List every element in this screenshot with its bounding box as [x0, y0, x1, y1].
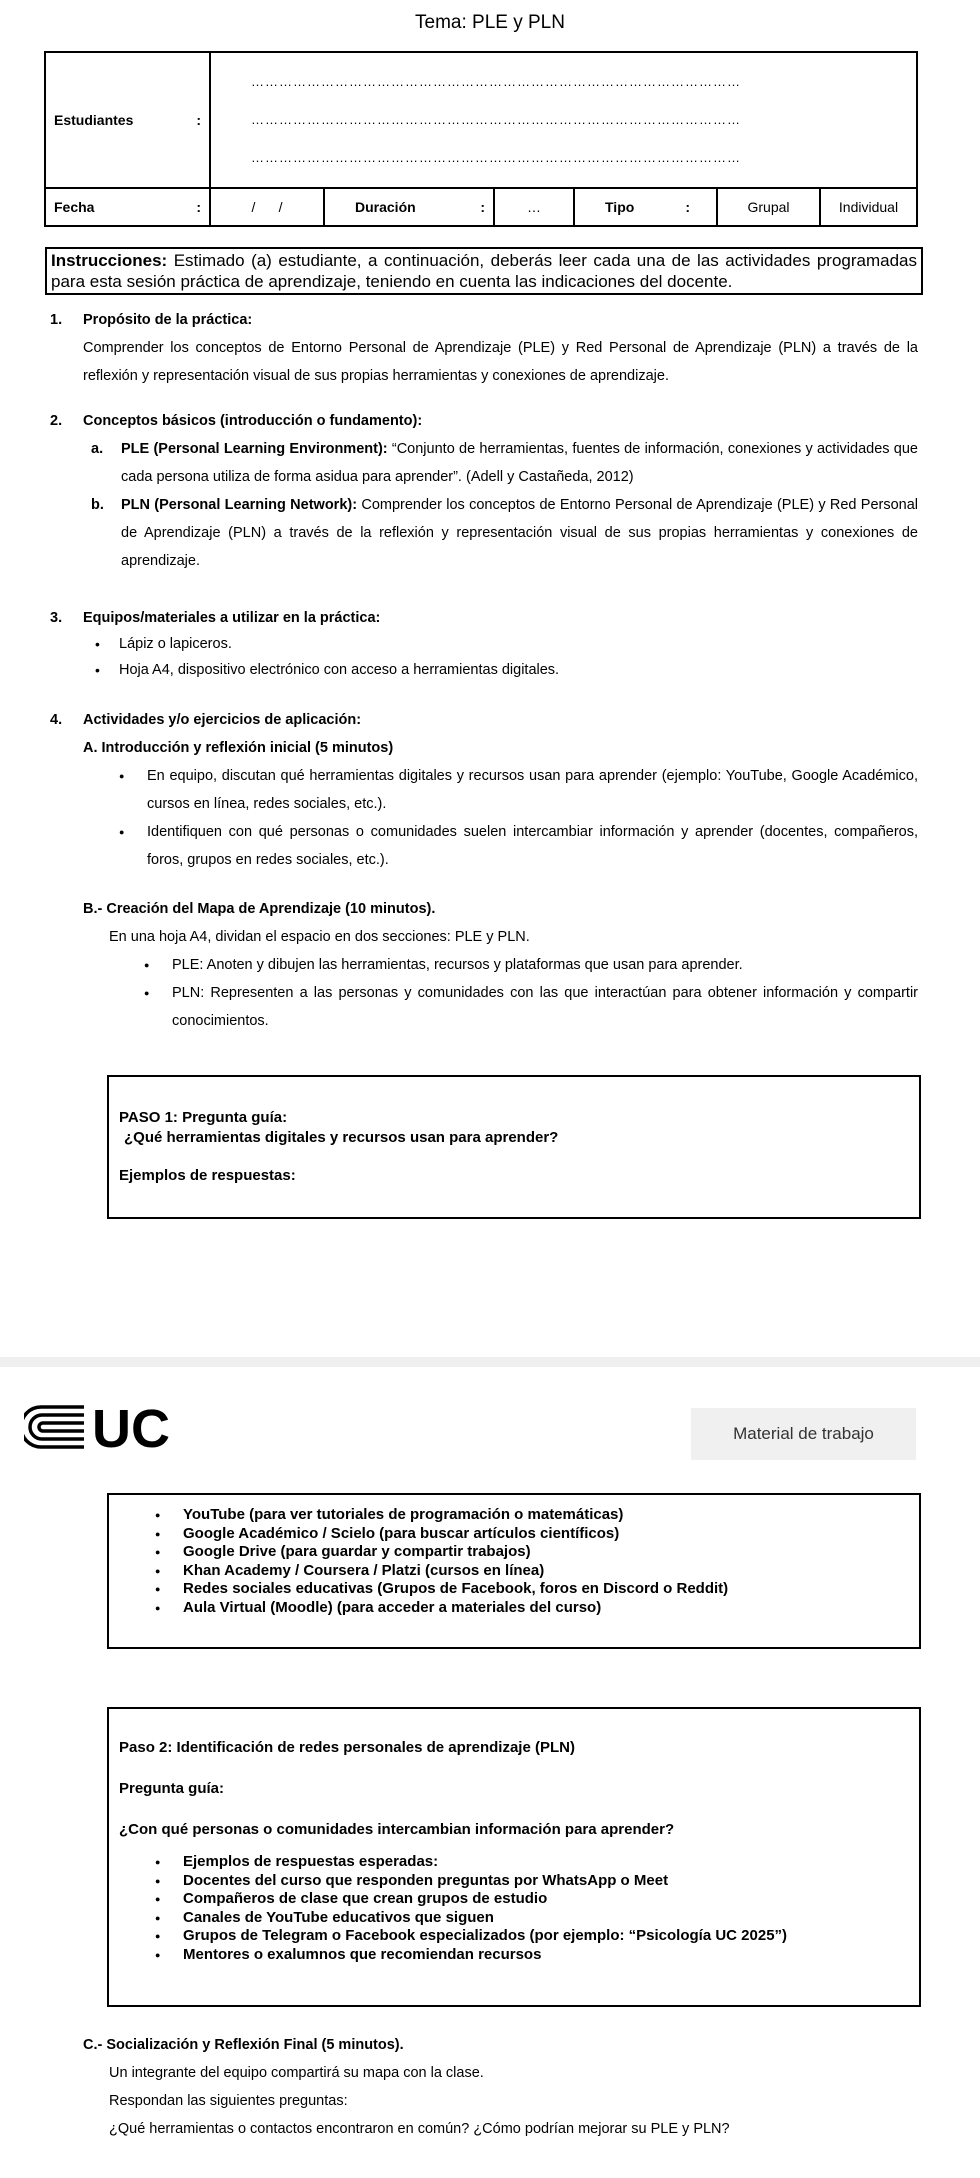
- step-2-guide-label: Pregunta guía:: [119, 1780, 225, 1797]
- student-line-1[interactable]: ● ……………………………………………………………………………………………: [251, 63, 916, 101]
- activity-b-item: ● PLN: Representen a las personas y comunidades con las que interactúan para obtener información y compartir conocimientos.: [142, 979, 918, 1035]
- section-4-title: Actividades y/o ejercicios de aplicación:: [83, 712, 362, 728]
- step-2-box: [107, 1707, 921, 2007]
- concept-item-a: [83, 435, 918, 491]
- section-activities: [50, 706, 918, 1035]
- section-1-number: 1.: [50, 312, 63, 328]
- pln-example-item: ● Docentes del curso que responden preguntas por WhatsApp o Meet: [153, 1872, 919, 1891]
- concept-b-letter: b.: [91, 497, 104, 513]
- step-1-examples-label: Ejemplos de respuestas:: [119, 1167, 296, 1184]
- logo-text: UC: [92, 1402, 170, 1452]
- step-2-question: ¿Con qué personas o comunidades intercambian información para aprender?: [119, 1821, 675, 1838]
- type-colon: :: [685, 199, 690, 215]
- students-label-cell: [45, 52, 210, 188]
- activity-a-item: ● En equipo, discutan qué herramientas digitales y recursos usan para aprender (ejemplo: YouTube, Google Académico, cursos en línea, redes sociales, etc.).: [117, 762, 918, 818]
- pln-example-item: ● Grupos de Telegram o Facebook especializados (por ejemplo: “Psicología UC 2025”): [153, 1927, 919, 1946]
- uc-logo: [24, 1402, 176, 1457]
- page-title: Tema: PLE y PLN: [415, 12, 565, 33]
- instructions-box: [45, 247, 923, 295]
- activity-b-intro: En una hoja A4, dividan el espacio en dos secciones: PLE y PLN.: [109, 929, 530, 945]
- section-purpose: [50, 306, 918, 390]
- section-4-number: 4.: [50, 712, 63, 728]
- tool-example-item: ● YouTube (para ver tutoriales de programación o matemáticas): [153, 1506, 919, 1525]
- students-colon: :: [196, 112, 201, 128]
- concept-a-term: PLE (Personal Learning Environment):: [121, 441, 388, 457]
- step-1-box: [107, 1075, 921, 1219]
- duration-label: Duración: [355, 199, 416, 215]
- date-label-cell: [45, 188, 210, 226]
- tool-example-item: ● Google Drive (para guardar y compartir trabajos): [153, 1543, 919, 1562]
- section-1-title: Propósito de la práctica:: [83, 312, 253, 328]
- section-concepts: [50, 407, 918, 575]
- concept-item-b: [83, 491, 918, 575]
- activity-c-title: C.- Socialización y Reflexión Final (5 minutos).: [83, 2037, 404, 2053]
- student-info-table: [44, 51, 918, 227]
- tool-example-item: ● Aula Virtual (Moodle) (para acceder a materiales del curso): [153, 1599, 919, 1618]
- tool-example-item: ● Khan Academy / Coursera / Platzi (cursos en línea): [153, 1562, 919, 1581]
- section-3-title: Equipos/materiales a utilizar en la práctica:: [83, 610, 381, 626]
- step-1-question: ¿Qué herramientas digitales y recursos usan para aprender?: [124, 1129, 559, 1146]
- material-item: • Lápiz o lapiceros.: [89, 631, 918, 657]
- student-line-3[interactable]: ● ……………………………………………………………………………………………: [251, 139, 916, 177]
- student-line-2[interactable]: ● ……………………………………………………………………………………………: [251, 101, 916, 139]
- section-2-title: Conceptos básicos (introducción o fundamento):: [83, 413, 423, 429]
- activity-c-line: Respondan las siguientes preguntas:: [109, 2093, 348, 2109]
- type-label-cell: [574, 188, 717, 226]
- type-label: Tipo: [605, 199, 635, 215]
- section-1-text: Comprender los conceptos de Entorno Personal de Aprendizaje (PLE) y Red Personal de Aprendizaje (PLN) a través de la reflexión y representación visual de sus propias herramientas y conexiones de aprendizaje.: [83, 340, 918, 384]
- pln-example-item: ● Ejemplos de respuestas esperadas:: [153, 1853, 919, 1872]
- page-2: [0, 1367, 980, 2178]
- students-label: Estudiantes: [54, 112, 134, 128]
- duration-field[interactable]: …: [494, 188, 574, 226]
- tools-examples-box: [107, 1493, 921, 1649]
- pln-example-item: ● Mentores o exalumnos que recomiendan recursos: [153, 1946, 919, 1965]
- duration-colon: :: [480, 199, 485, 215]
- pln-example-item: ● Compañeros de clase que crean grupos de estudio: [153, 1890, 919, 1909]
- step-2-title: Paso 2: Identificación de redes personales de aprendizaje (PLN): [119, 1739, 575, 1756]
- material-item: • Hoja A4, dispositivo electrónico con acceso a herramientas digitales.: [89, 657, 918, 683]
- uc-logo-icon: [24, 1402, 176, 1452]
- instructions-label: Instrucciones:: [51, 251, 168, 270]
- activity-b-item: ● PLE: Anoten y dibujen las herramientas, recursos y plataformas que usan para aprender.: [142, 951, 918, 979]
- date-label: Fecha: [54, 199, 95, 215]
- instructions-text: Estimado (a) estudiante, a continuación, deberás leer cada una de las actividades programadas para esta sesión práctica de aprendizaje, teniendo en cuenta las indicaciones del docente.: [51, 251, 917, 291]
- concept-b-term: PLN (Personal Learning Network):: [121, 497, 358, 513]
- page-separator: [0, 1357, 980, 1367]
- concept-a-text: “Conjunto de herramientas, fuentes de información, conexiones y actividades que cada persona utiliza de forma asidua para aprender”. (Adell y Castañeda, 2012): [121, 441, 918, 485]
- activity-c-line: ¿Qué herramientas o contactos encontraron en común? ¿Cómo podrían mejorar su PLE y PLN?: [109, 2121, 730, 2137]
- concept-b-text: Comprender los conceptos de Entorno Personal de Aprendizaje (PLE) y Red Personal de Aprendizaje (PLN) a través de la reflexión y representación visual de sus propias herramientas y conexiones de aprendizaje.: [121, 497, 918, 569]
- date-colon: :: [196, 199, 201, 215]
- section-2-number: 2.: [50, 413, 63, 429]
- material-badge: Material de trabajo: [691, 1408, 916, 1460]
- section-3-number: 3.: [50, 610, 63, 626]
- step-1-title: PASO 1: Pregunta guía:: [119, 1109, 288, 1126]
- type-individual-option[interactable]: Individual: [820, 188, 917, 226]
- duration-label-cell: [324, 188, 494, 226]
- section-materials: [50, 605, 918, 683]
- type-group-option[interactable]: Grupal: [717, 188, 820, 226]
- activity-a-title: A. Introducción y reflexión inicial (5 minutos): [83, 740, 394, 756]
- activity-b-title: B.- Creación del Mapa de Aprendizaje (10 minutos).: [83, 901, 436, 917]
- students-lines-cell: [210, 52, 917, 188]
- tool-example-item: ● Google Académico / Scielo (para buscar artículos científicos): [153, 1525, 919, 1544]
- activity-a-item: ● Identifiquen con qué personas o comunidades suelen intercambiar información y aprender (docentes, compañeros, foros, grupos en redes sociales, etc.).: [117, 818, 918, 874]
- tool-example-item: ● Redes sociales educativas (Grupos de Facebook, foros en Discord o Reddit): [153, 1580, 919, 1599]
- concept-a-letter: a.: [91, 441, 104, 457]
- pln-example-item: ● Canales de YouTube educativos que siguen: [153, 1909, 919, 1928]
- date-field[interactable]: / /: [210, 188, 324, 226]
- section-c: [50, 2031, 918, 2143]
- activity-c-line: Un integrante del equipo compartirá su mapa con la clase.: [109, 2065, 484, 2081]
